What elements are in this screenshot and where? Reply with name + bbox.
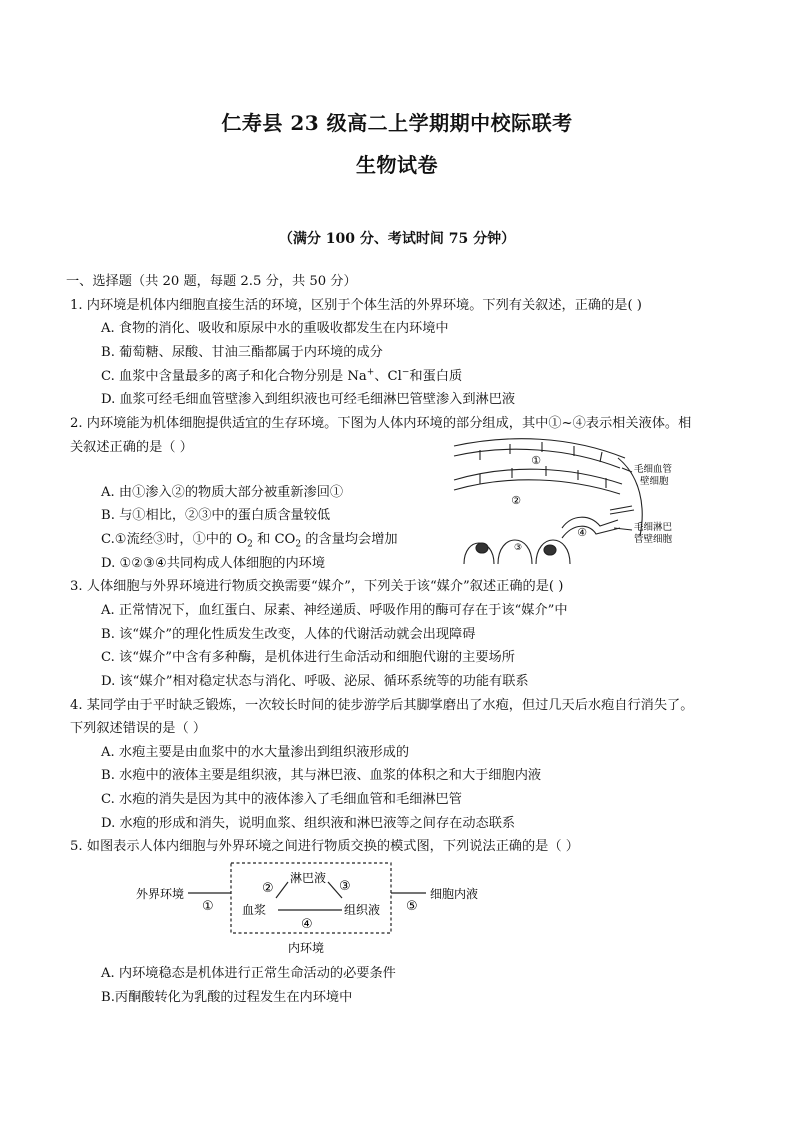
q4-stem-line1: 4. 某同学由于平时缺乏锻炼，一次较长时间的徒步游学后其脚掌磨出了水疱，但过几天后水疱自行消失了。	[70, 698, 694, 713]
q5-option-a: A. 内环境稳态是机体进行正常生命活动的必要条件	[101, 966, 396, 981]
fig5-num-5: ⑤	[406, 899, 418, 914]
q1-option-b: B. 葡萄糖、尿酸、甘油三酯都属于内环境的成分	[101, 345, 383, 360]
pointer-capillary	[622, 468, 632, 472]
fig5-external-env: 外界环境	[136, 887, 185, 901]
q4-option-c: C. 水疱的消失是因为其中的液体渗入了毛细血管和毛细淋巴管	[101, 792, 462, 807]
fig5-internal-env: 内环境	[288, 941, 325, 955]
q3-option-d: D. 该“媒介”相对稳定状态与消化、呼吸、泌尿、循环系统等的功能有联系	[101, 674, 529, 689]
fig2-capillary-label-2: 壁细胞	[640, 476, 669, 487]
tissue-cell-3-nucleus	[544, 545, 556, 555]
line-plasma-lymph	[276, 882, 288, 898]
fig5-num-3: ③	[339, 879, 351, 894]
lymph-capillary-top	[562, 517, 618, 528]
q2-option-c: C.①流经③时，①中的 $O_2$ 和 $CO_2$ 的含量均会增加	[101, 532, 398, 550]
capillary-wall-inner-outer	[454, 480, 620, 494]
fig5-num-2: ②	[262, 881, 274, 896]
fig5-lymph: 淋巴液	[290, 871, 327, 885]
q3-stem: 3. 人体细胞与外界环境进行物质交换需要“媒介”，下列关于该“媒介”叙述正确的是( )	[70, 579, 564, 594]
fig5-intracellular: 细胞内液	[430, 887, 479, 901]
q1-option-c: C. 血浆中含量最多的离子和化合物分别是 Na+、Cl−和蛋白质	[101, 367, 463, 384]
q2-figure	[450, 436, 734, 570]
fig2-label-2: ②	[511, 494, 521, 507]
fig2-lymph-label-2: 管壁细胞	[634, 534, 673, 545]
q2-option-b: B. 与①相比，②③中的蛋白质含量较低	[101, 508, 331, 523]
exam-info: （满分 100 分、考试时间 75 分钟）	[278, 231, 516, 247]
q1-option-a: A. 食物的消化、吸收和原尿中水的重吸收都发生在内环境中	[101, 321, 449, 336]
q1-stem: 1. 内环境是机体内细胞直接生活的环境，区别于个体生活的外界环境。下列有关叙述，正确的是( )	[70, 298, 642, 313]
q5-figure	[130, 858, 500, 960]
q2-stem-line1: 2. 内环境能为机体细胞提供适宜的生存环境。下图为人体内环境的部分组成，其中①~④表示相关液体。相	[70, 416, 692, 431]
section-heading: 一、选择题（共 20 题，每题 2.5 分，共 50 分）	[66, 274, 357, 289]
q5-option-b: B.丙酮酸转化为乳酸的过程发生在内环境中	[101, 990, 353, 1005]
capillary-wall-inner	[454, 469, 622, 484]
fig2-lymph-label-1: 毛细淋巴	[634, 522, 673, 533]
q2-option-a: A. 由①渗入②的物质大部分被重新渗回①	[101, 485, 344, 500]
q2-option-d: D. ①②③④共同构成人体细胞的内环境	[101, 556, 326, 571]
q4-stem-line2: 下列叙述错误的是（ ）	[70, 721, 207, 736]
tissue-cell-1-nucleus	[476, 543, 488, 553]
fig2-label-3: ③	[513, 543, 523, 553]
q3-option-c: C. 该“媒介”中含有多种酶，是机体进行生命活动和细胞代谢的主要场所	[101, 650, 515, 665]
fig2-label-1: ①	[531, 454, 541, 467]
q1-option-d: D. 血浆可经毛细血管壁渗入到组织液也可经毛细淋巴管壁渗入到淋巴液	[101, 392, 516, 407]
fig5-tissue-fluid: 组织液	[344, 903, 381, 917]
q4-option-b: B. 水疱中的液体主要是组织液，其与淋巴液、血浆的体积之和大于细胞内液	[101, 768, 542, 783]
lymph-capillary-tail	[610, 506, 634, 514]
page-subtitle: 生物试卷	[356, 153, 438, 177]
fig5-num-4: ④	[301, 917, 313, 932]
q2-stem-line2: 关叙述正确的是（ ）	[70, 440, 193, 455]
q4-option-d: D. 水疱的形成和消失，说明血浆、组织液和淋巴液等之间存在动态联系	[101, 816, 516, 831]
fig2-label-4: ④	[577, 526, 587, 539]
q3-option-a: A. 正常情况下，血红蛋白、尿素、神经递质、呼吸作用的酶可存在于该“媒介”中	[101, 603, 568, 618]
q4-option-a: A. 水疱主要是由血浆中的水大量渗出到组织液形成的	[101, 745, 410, 760]
lymph-capillary-bottom	[562, 526, 620, 538]
q3-option-b: B. 该“媒介”的理化性质发生改变，人体的代谢活动就会出现障碍	[101, 627, 476, 642]
q5-stem: 5. 如图表示人体内细胞与外界环境之间进行物质交换的模式图，下列说法正确的是（ ）	[70, 839, 579, 854]
fig5-plasma: 血浆	[242, 903, 267, 917]
page-title: 仁寿县 23 级高二上学期期中校际联考	[221, 111, 573, 135]
fig5-num-1: ①	[202, 899, 214, 914]
fig2-capillary-label-1: 毛细血管	[634, 464, 673, 475]
